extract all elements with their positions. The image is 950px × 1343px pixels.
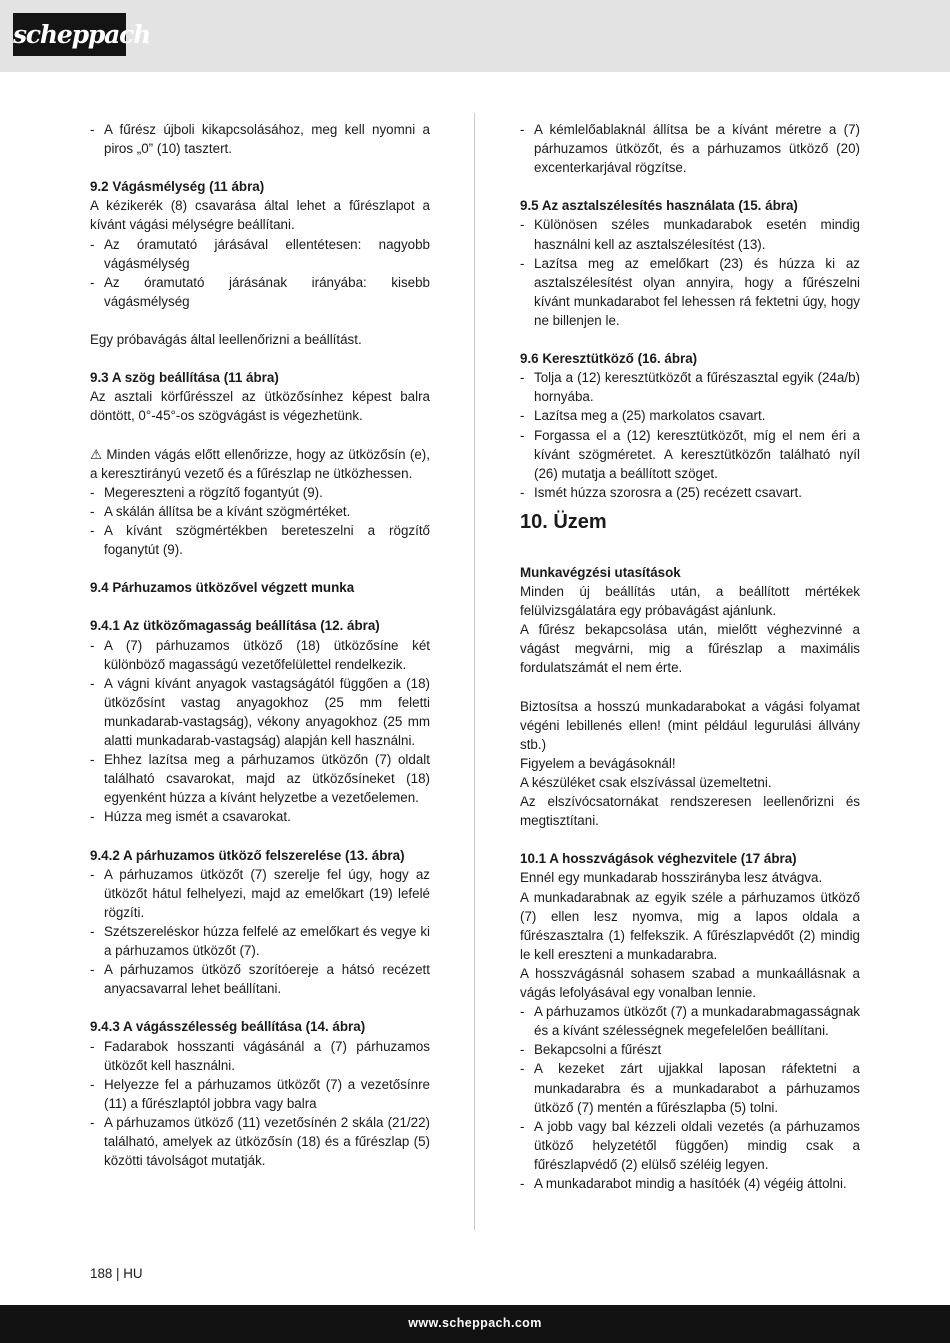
paragraph: Ennél egy munkadarab hosszirányba lesz átvágva.: [520, 870, 823, 886]
list-item: - A kémlelőablaknál állítsa be a kívánt méretre a (7) párhuzamos ütközőt, és a párhuzamos ütköző (20) excenterkarjával rögzítse.: [520, 122, 860, 176]
section-heading: 9.4 Párhuzamos ütközővel végzett munka: [90, 580, 355, 596]
warning-paragraph: ⚠ Minden vágás előtt ellenőrizze, hogy az ütközősín (e), a keresztirányú vezető és a fűrészlap ne ütközhessen.: [90, 446, 430, 481]
list-item: - A párhuzamos ütközőt (7) a munkadarabmagasságnak és a kívánt szélességnek megefelelően beállítani.: [520, 1004, 860, 1039]
list-item: - Lazítsa meg a (25) markolatos csavart.: [520, 408, 766, 424]
list-item: - Az óramutató járásának irányába: kisebb vágásmélység: [90, 274, 430, 309]
header-bar: [0, 0, 950, 72]
section-heading: 10.1 A hosszvágások véghezvitele (17 ábra): [520, 851, 797, 867]
list-item: - A kezeket zárt ujjakkal laposan ráfektetni a munkadarabra és a munkadarabot a párhuzamos ütköző (7) mentén a fűrészlapba (5) tolni.: [520, 1061, 860, 1115]
paragraph: Az elszívócsatornákat rendszeresen leellenőrizni és megtisztítani.: [520, 794, 860, 829]
list-item: - Fadarabok hosszanti vágásánál a (7) párhuzamos ütközőt kell használni.: [90, 1038, 430, 1073]
footer-bar: [0, 1305, 950, 1343]
paragraph: Az asztali körfűrésszel az ütközősínhez képest balra döntött, 0°-45°-os szögvágást is végezhetünk.: [90, 389, 430, 424]
list-item: - Bekapcsolni a fűrészt: [520, 1042, 662, 1058]
section-heading: 9.4.2 A párhuzamos ütköző felszerelése (13. ábra): [90, 847, 405, 863]
list-item: - A vágni kívánt anyagok vastagságától függően a (18) ütközősínt vastag anyagokhoz (25 mm feletti munkadarab-vastagság), vékony anyagokhoz (25 mm alatti munkadarab-vastagság) alapján kell használni.: [90, 675, 430, 748]
list-item: - Húzza meg ismét a csavarokat.: [90, 809, 291, 825]
paragraph: A készüléket csak elszívással üzemeltetni.: [520, 775, 772, 790]
paragraph: A fűrész bekapcsolása után, mielőtt véghezvinné a vágást megvárni, mig a fűrészlap a maximális fordulatszámát el nem érte.: [520, 622, 860, 676]
brand-logo: scheppach: [13, 13, 126, 56]
section-heading: 9.6 Keresztütköző (16. ábra): [520, 351, 698, 367]
left-column: [90, 120, 430, 1170]
section-heading: 9.2 Vágásmélység (11 ábra): [90, 179, 265, 195]
paragraph: Egy próbavágás által leellenőrizni a beállítást.: [90, 332, 362, 348]
right-column: [520, 120, 860, 1193]
paragraph: A kézikerék (8) csavarása által lehet a fűrészlapot a kívánt vágási mélységre beállítani.: [90, 198, 430, 233]
section-heading: 9.5 Az asztalszélesítés használata (15. ábra): [520, 198, 798, 214]
section-heading: 9.4.1 Az ütközőmagasság beállítása (12. ábra): [90, 618, 380, 634]
list-item: - Forgassa el a (12) keresztütközőt, míg el nem éri a kívánt szögméretet. A keresztütközőn található nyíl (26) mutatja a beállított szöget.: [520, 427, 860, 481]
list-item: - A kívánt szögmértékben bereteszelni a rögzítő foganytút (9).: [90, 522, 430, 558]
chapter-heading: 10. Üzem: [520, 510, 607, 533]
section-heading: 9.4.3 A vágásszélesség beállítása (14. ábra): [90, 1019, 366, 1035]
list-item: - A jobb vagy bal kézzeli oldali vezetés (a párhuzamos ütköző helyzetétől függően) mindig csak a fűrészlapvédő (2) elülső széléig legyen.: [520, 1118, 860, 1172]
section-heading: Munkavégzési utasítások: [520, 564, 681, 580]
list-item: - Helyezze fel a párhuzamos ütközőt (7) a vezetősínre (11) a fűrészlaptól jobbra vagy balra: [90, 1076, 430, 1111]
paragraph: Biztosítsa a hosszú munkadarabokat a vágási folyamat végéni lebillenés ellen! (mint például legurulási állvány stb.): [520, 698, 860, 752]
list-item: - A fűrész újboli kikapcsolásához, meg kell nyomni a piros „0” (10) tasztert.: [90, 122, 430, 157]
list-item: - Különösen széles munkadarabok esetén mindig használni kell az asztalszélesítést (13).: [520, 217, 860, 252]
paragraph: Figyelem a bevágásoknál!: [520, 755, 676, 771]
list-item: - Megereszteni a rögzítő fogantyút (9).: [90, 484, 323, 500]
list-item: - Szétszereléskor húzza felfelé az emelőkart és vegye ki a párhuzamos ütközőt (7).: [90, 923, 430, 959]
list-item: - Ehhez lazítsa meg a párhuzamos ütközőn (7) oldalt található csavarokat, majd az ütközősíneket (18) egyenként húzza a kívánt helyzetbe a vezetőelemen.: [90, 752, 430, 806]
page-number: 188 | HU: [90, 1266, 143, 1281]
list-item: - A párhuzamos ütköző (11) vezetősínén 2 skála (21/22) található, amelyek az ütközősín (18) és a fűrészlap (5) közötti távolságot mutatják.: [90, 1114, 430, 1169]
list-item: - A párhuzamos ütköző szorítóereje a hátsó recézett anyacsavarral lehet beállítani.: [90, 962, 430, 997]
list-item: - A skálán állítsa be a kívánt szögmértéket.: [90, 503, 351, 519]
list-item: - Lazítsa meg az emelőkart (23) és húzza ki az asztalszélesítést olyan annyira, hogy a fűrészelni kívánt munkadarabot fel lehessen rá fektetni úgy, hogy ne billenjen le.: [520, 255, 860, 328]
paragraph: A hosszvágásnál sohasem szabad a munkaállásnak a vágás lefolyásával egy vonalban lennie.: [520, 965, 860, 1001]
paragraph: A munkadarabnak az egyik széle a párhuzamos ütköző (7) ellen lesz nyomva, mig a lapos oldala a fűrészasztalra (1) felfekszik. A fűrészlapvédőt (2) mindig le kell ereszteni a munkadarabra.: [520, 889, 860, 962]
column-divider: [474, 113, 475, 1230]
list-item: - A munkadarabot mindig a hasítóék (4) végéig áttolni.: [520, 1175, 847, 1191]
list-item: - A párhuzamos ütközőt (7) szerelje fel úgy, hogy az ütközőt hátul felhelyezi, majd az emelőkart (19) lefelé rögzíti.: [90, 866, 430, 920]
section-heading: 9.3 A szög beállítása (11 ábra): [90, 370, 279, 386]
list-item: - Tolja a (12) keresztütközőt a fűrészasztal egyik (24a/b) hornyába.: [520, 370, 860, 405]
warning-icon: ⚠: [90, 446, 103, 462]
footer-url[interactable]: www.scheppach.com: [408, 1316, 542, 1330]
list-item: - Az óramutató járásával ellentétesen: nagyobb vágásmélység: [90, 236, 430, 271]
list-item: - A (7) párhuzamos ütköző (18) ütközősíne két különböző magasságú vezetőfelülettel rendelkezik.: [90, 637, 430, 672]
list-item: - Ismét húzza szorosra a (25) recézett csavart.: [520, 484, 802, 500]
paragraph: Minden új beállítás után, a beállított mértékek felülvizsgálatára egy próbavágást ajánlunk.: [520, 584, 860, 619]
